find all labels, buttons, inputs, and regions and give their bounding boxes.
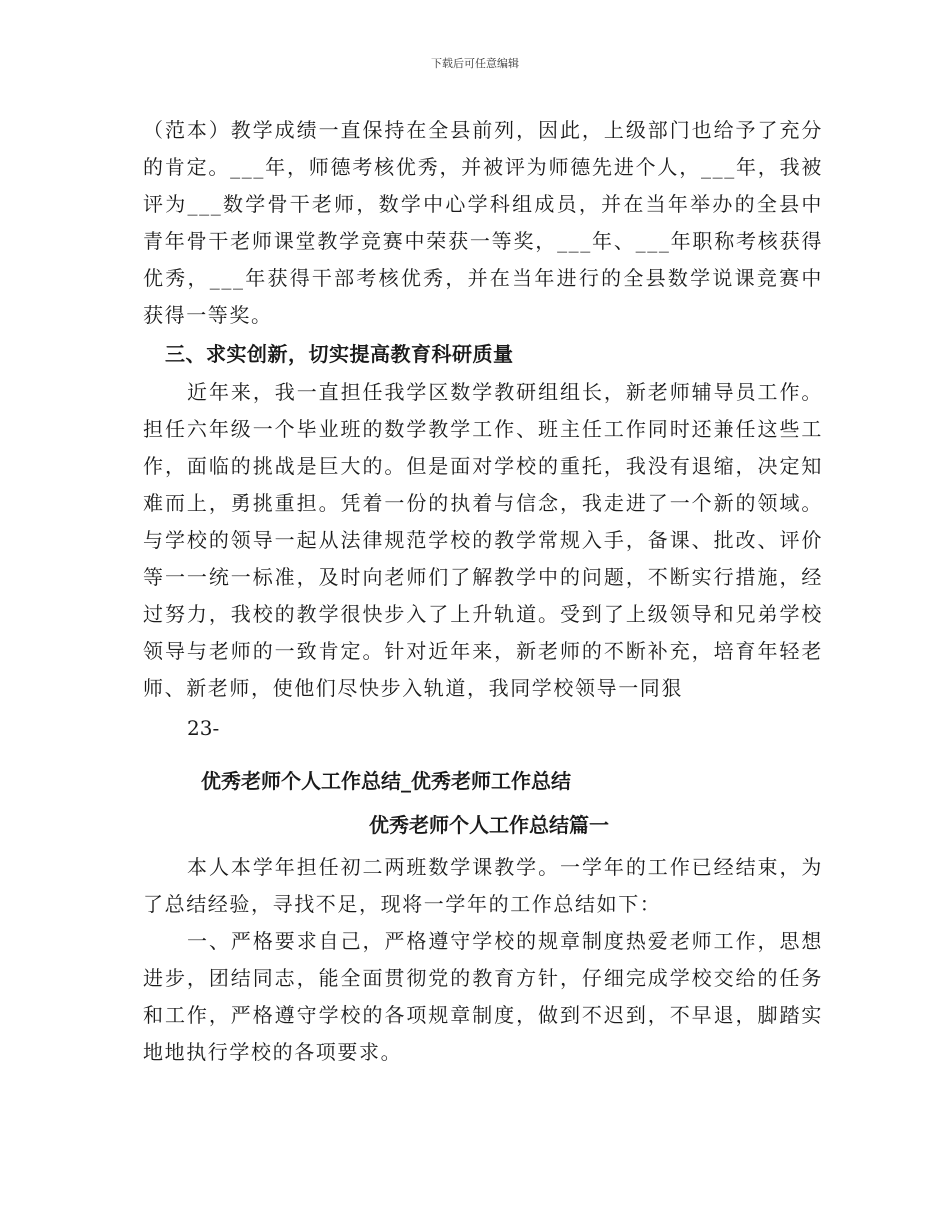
section-heading-3: 三、求实创新，切实提高教育科研质量 <box>165 342 514 366</box>
paragraph-point-1: 一、严格要求自己，严格遵守学校的规章制度热爱老师工作，思想进步，团结同志，能全面贯彻党的教育方针，仔细完成学校交给的任务和工作，严格遵守学校的各项规章制度，做到不迟到，不早退，脚踏实地地执行学校的各项要求。 <box>143 929 823 1064</box>
paragraph-research: 近年来，我一直担任我学区数学教研组组长，新老师辅导员工作。担任六年级一个毕业班的数学教学工作、班主任工作同时还兼任这些工作，面临的挑战是巨大的。但是面对学校的重托，我没有退缩，决定知难而上，勇挑重担。凭着一份的执着与信念，我走进了一个新的领域。与学校的领导一起从法律规范学校的教学常规入手，备课、批改、评价等一一统一标准，及时向老师们了解教学中的问题，不断实行措施，经过努力，我校的教学很快步入了上升轨道。受到了上级领导和兄弟学校领导与老师的一致肯定。针对近年来，新老师的不断补充，培育年轻老师、新老师，使他们尽快步入轨道，我同学校领导一同狠 <box>143 380 823 700</box>
paragraph-continued: （范本）教学成绩一直保持在全县前列，因此，上级部门也给予了充分的肯定。___年，师德考核优秀，并被评为师德先进个人，___年，我被评为___数学骨干老师，数学中心学科组成员，并在当年举办的全县中青年骨干老师课堂教学竞赛中荣获一等奖，___年、___年职称考核获得优秀，___年获得干部考核优秀，并在当年进行的全县数学说课竞赛中获得一等奖。 <box>143 118 823 327</box>
page-header: 下载后可任意编辑 <box>431 57 519 70</box>
document-title: 优秀老师个人工作总结_优秀老师工作总结 <box>201 769 571 793</box>
section-title: 优秀老师个人工作总结篇一 <box>369 813 609 837</box>
page-number: 23- <box>187 716 220 740</box>
document-body <box>143 112 823 1071</box>
paragraph-intro: 本人本学年担任初二两班数学课教学。一学年的工作已经结束，为了总结经验，寻找不足，现将一学年的工作总结如下： <box>143 855 823 916</box>
